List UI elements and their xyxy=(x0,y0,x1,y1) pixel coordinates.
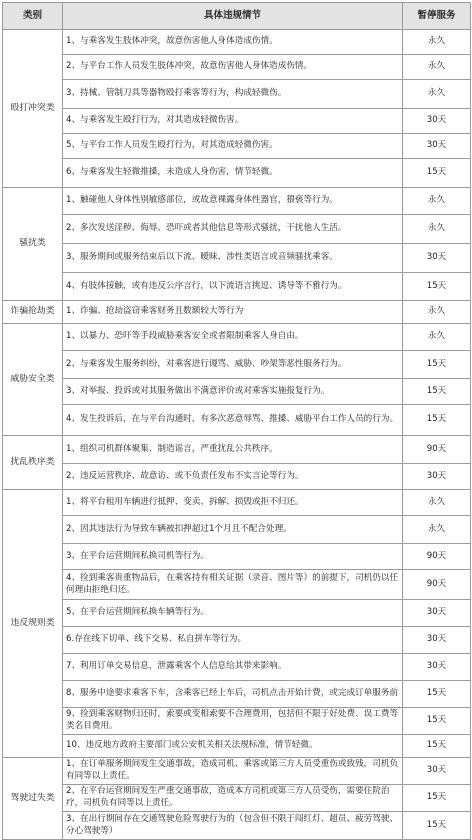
suspension-duration-cell: 90天 xyxy=(403,570,471,600)
table-row xyxy=(3,159,471,188)
suspension-duration-cell: 永久 xyxy=(403,30,471,55)
suspension-duration-cell: 永久 xyxy=(403,55,471,80)
violation-detail-cell: 3、在平台运营期间私换司机等行为。 xyxy=(63,544,403,570)
table-row xyxy=(3,544,471,570)
violation-detail-cell: 2、违反运营秩序、故意访、或不负责任发布不实言论等行为。 xyxy=(63,464,403,490)
table-row xyxy=(3,244,471,273)
table-row xyxy=(3,30,471,55)
suspension-duration-cell: 15天 xyxy=(403,785,471,812)
table-row xyxy=(3,600,471,627)
header-detail: 具体违规情节 xyxy=(63,3,403,30)
category-cell: 威胁安全类 xyxy=(3,324,63,436)
violation-detail-cell: 1、在订单服务期间发生交通事故，造成司机、乘客或第三方人员受重伤或致残，司机负有同等以上责任。 xyxy=(63,758,403,785)
table-row xyxy=(3,436,471,464)
suspension-duration-cell: 15天 xyxy=(403,379,471,405)
violation-detail-cell: 6.存在线下切单、线下交易、私自拼车等行为。 xyxy=(63,627,403,654)
category-cell: 扰乱秩序类 xyxy=(3,436,63,490)
header-suspension: 暂停服务 xyxy=(403,3,471,30)
table-row xyxy=(3,379,471,405)
category-cell: 违反规则类 xyxy=(3,490,63,758)
table-row xyxy=(3,681,471,708)
table-row xyxy=(3,188,471,215)
suspension-duration-cell: 30天 xyxy=(403,627,471,654)
violation-detail-cell: 2、与平台工作人员发生肢体冲突，故意伤害他人身体造成伤情。 xyxy=(63,55,403,80)
suspension-duration-cell: 永久 xyxy=(403,188,471,215)
header-category: 类别 xyxy=(3,3,63,30)
table-row xyxy=(3,758,471,785)
table-row xyxy=(3,301,471,324)
table-row xyxy=(3,405,471,436)
table-row xyxy=(3,324,471,351)
violation-detail-cell: 5、与平台工作人员发生殴打行为，对其造成轻微伤害。 xyxy=(63,134,403,159)
violation-detail-cell: 1、与乘客发生肢体冲突，故意伤害他人身体造成伤情。 xyxy=(63,30,403,55)
table-row xyxy=(3,490,471,516)
category-cell: 驾驶过失类 xyxy=(3,758,63,840)
table-row xyxy=(3,785,471,812)
suspension-duration-cell: 15天 xyxy=(403,735,471,758)
suspension-duration-cell: 15天 xyxy=(403,159,471,188)
violation-detail-cell: 2、因其违法行为导致车辆被扣押超过1个月且不配合处理。 xyxy=(63,516,403,544)
suspension-duration-cell: 15天 xyxy=(403,681,471,708)
table-row xyxy=(3,215,471,244)
table-row xyxy=(3,708,471,735)
table-row xyxy=(3,570,471,600)
suspension-duration-cell: 90天 xyxy=(403,544,471,570)
table-row xyxy=(3,516,471,544)
violation-detail-cell: 3、在出行期间存在交通驾驶危险驾驶行为的（包含但不限于闯红灯、超员、疲劳驾驶、分心驾驶等） xyxy=(63,812,403,840)
table-body xyxy=(3,30,471,840)
suspension-duration-cell: 30天 xyxy=(403,758,471,785)
violation-detail-cell: 2、多次发送淫秽、侮辱、恐吓或者其他信息等形式骚扰，干扰他人生活。 xyxy=(63,215,403,244)
suspension-duration-cell: 永久 xyxy=(403,516,471,544)
table-row xyxy=(3,109,471,134)
suspension-duration-cell: 30天 xyxy=(403,600,471,627)
violation-detail-cell: 1、触碰他人身体性别敏感部位，或故意裸露身体性器官，猥亵等行为。 xyxy=(63,188,403,215)
suspension-duration-cell: 永久 xyxy=(403,490,471,516)
suspension-duration-cell: 永久 xyxy=(403,324,471,351)
category-cell: 诈骗抢劫类 xyxy=(3,301,63,324)
violation-detail-cell: 1、组织司机群体聚集、制造谣言，严重扰乱公共秩序。 xyxy=(63,436,403,464)
violation-detail-cell: 4、与乘客发生殴打行为，对其造成轻微伤害。 xyxy=(63,109,403,134)
table-row xyxy=(3,134,471,159)
suspension-duration-cell: 15天 xyxy=(403,708,471,735)
suspension-duration-cell: 15天 xyxy=(403,405,471,436)
table-row xyxy=(3,80,471,109)
header-row xyxy=(3,3,471,30)
violation-detail-cell: 2、在平台运营期间发生严重交通事故，造成本方司机或第三方人员受伤，需要住院治疗，司机负有同等以上责任。 xyxy=(63,785,403,812)
table-row xyxy=(3,55,471,80)
table-row xyxy=(3,464,471,490)
suspension-duration-cell: 永久 xyxy=(403,80,471,109)
violation-detail-cell: 9、捡到乘客财物归还时，索要或变相索要不合理费用，包括但不限于好处费、误工费等类名目费用。 xyxy=(63,708,403,735)
violation-detail-cell: 4、发生投诉后，在与平台沟通时，有多次恶意辱骂、推搡、威胁平台工作人员的行为。 xyxy=(63,405,403,436)
suspension-duration-cell: 30天 xyxy=(403,654,471,681)
suspension-duration-cell: 30天 xyxy=(403,244,471,273)
category-cell: 骚扰类 xyxy=(3,188,63,301)
violation-detail-cell: 3、对举报、投诉或对其服务做出不满意评价或对乘客实施报复行为。 xyxy=(63,379,403,405)
violation-detail-cell: 8、服务中途要求乘客下车，含乘客已经上车后，司机点击开始计费，或完成订单服务前 xyxy=(63,681,403,708)
suspension-duration-cell: 15天 xyxy=(403,273,471,301)
violation-detail-cell: 1、诈骗、抢劫盗窃乘客财务且数额较大等行为 xyxy=(63,301,403,324)
suspension-duration-cell: 15天 xyxy=(403,351,471,379)
violation-detail-cell: 4、捡到乘客贵重物品后，在乘客持有相关证据（录音、图片等）的前提下，司机仍以任何理由拒绝归还。 xyxy=(63,570,403,600)
violation-detail-cell: 2、与乘客发生服务纠纷，对乘客进行谩骂、威胁、吵架等恶性服务行为。 xyxy=(63,351,403,379)
suspension-duration-cell: 30天 xyxy=(403,464,471,490)
violation-detail-cell: 3、服务期间或服务结束后以下流、暧昧、涉性类语言或音频骚扰乘客。 xyxy=(63,244,403,273)
violation-table xyxy=(2,2,471,840)
table-row xyxy=(3,735,471,758)
violation-detail-cell: 1、将平台租用车辆进行抵押、变卖、拆解、损毁或拒不归还。 xyxy=(63,490,403,516)
table-row xyxy=(3,351,471,379)
table-row xyxy=(3,627,471,654)
violation-detail-cell: 7、利用订单交易信息，泄露乘客个人信息给其带来影响。 xyxy=(63,654,403,681)
suspension-duration-cell: 30天 xyxy=(403,109,471,134)
violation-detail-cell: 1、以暴力、恐吓等手段威胁乘客安全或者限制乘客人身自由。 xyxy=(63,324,403,351)
suspension-duration-cell: 90天 xyxy=(403,436,471,464)
suspension-duration-cell: 30天 xyxy=(403,134,471,159)
violation-detail-cell: 6、与乘客发生轻微推搡，未造成人身伤害，情节轻微。 xyxy=(63,159,403,188)
suspension-duration-cell: 永久 xyxy=(403,301,471,324)
violation-detail-cell: 4、有肢体接触，或有违反公序言行，以下流语言挑逗、诱导等不雅行为。 xyxy=(63,273,403,301)
table-row xyxy=(3,812,471,840)
violation-detail-cell: 3、持械、管制刀具等器物殴打乘客等行为，构成轻微伤。 xyxy=(63,80,403,109)
category-cell: 殴打冲突类 xyxy=(3,30,63,188)
table-row xyxy=(3,273,471,301)
suspension-duration-cell: 15天 xyxy=(403,812,471,840)
violation-detail-cell: 5、在平台运营期间私换车辆等行为。 xyxy=(63,600,403,627)
violation-detail-cell: 10、违反地方政府主要部门或公安机关相关法规标准，情节轻微。 xyxy=(63,735,403,758)
suspension-duration-cell: 永久 xyxy=(403,215,471,244)
table-row xyxy=(3,654,471,681)
